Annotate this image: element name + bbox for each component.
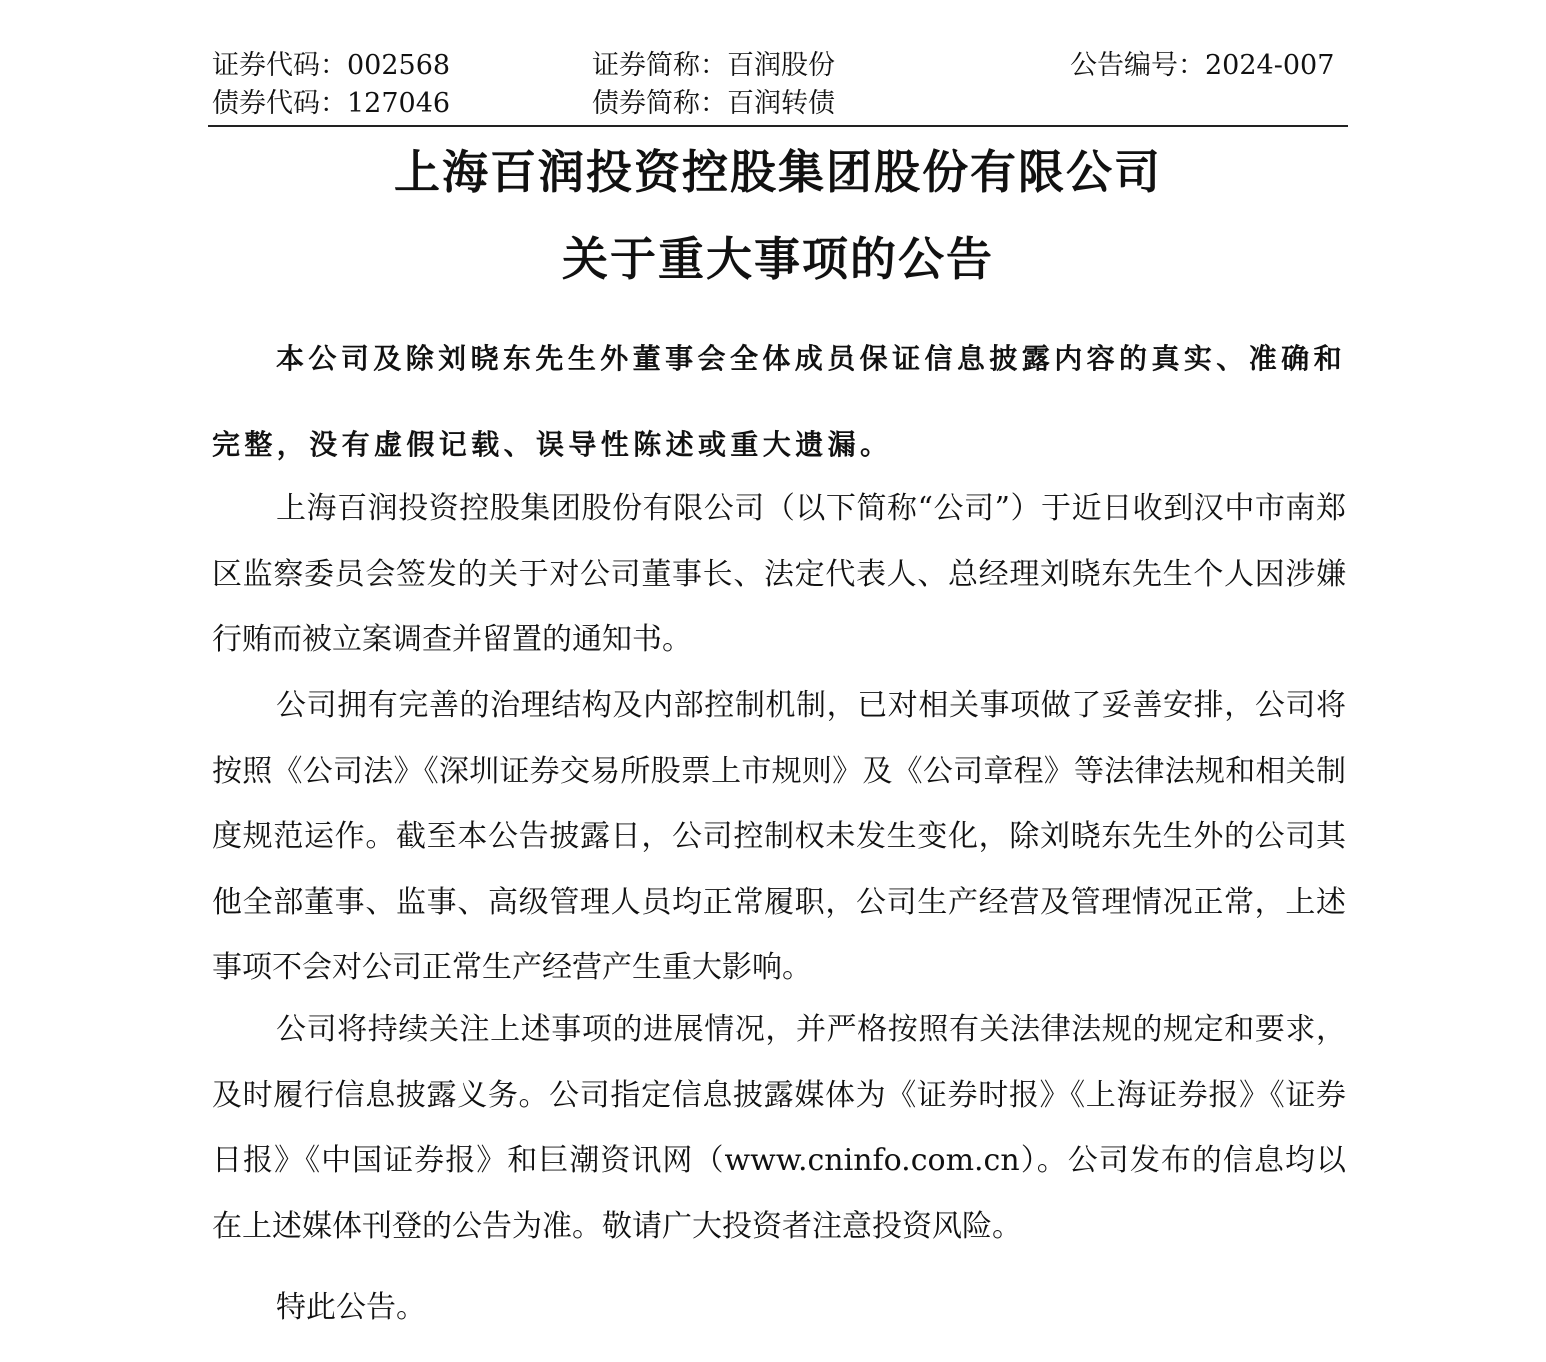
announcement-subject: 关于重大事项的公告	[562, 232, 994, 286]
paragraph-governance: 公司拥有完善的治理结构及内部控制机制，已对相关事项做了妥善安排，公司将按照《公司法》《深圳证券交易所股票上市规则》及《公司章程》等法律法规和相关制度规范运作。截至本公告披露日，公司控制权未发生变化，除刘晓东先生外的公司其他全部董事、监事、高级管理人员均正常履职，公司生产经营及管理情况正常，上述事项不会对公司正常生产经营产生重大影响。	[212, 688, 1346, 985]
paragraph-investigation-notice: 上海百润投资控股集团股份有限公司（以下简称“公司”）于近日收到汉中市南郑区监察委员会签发的关于对公司董事长、法定代表人、总经理刘晓东先生个人因涉嫌行贿而被立案调查并留置的通知书。	[212, 491, 1346, 657]
announcement-number: 公告编号：2024-007	[1070, 50, 1335, 81]
company-title: 上海百润投资控股集团股份有限公司	[394, 145, 1162, 199]
header-row-bond	[212, 86, 1342, 122]
paragraph-disclosure: 公司将持续关注上述事项的进展情况，并严格按照有关法律法规的规定和要求，及时履行信息披露义务。公司指定信息披露媒体为《证券时报》《上海证券报》《证券日报》《中国证券报》和巨潮资讯网（www.cninfo.com.cn）。公司发布的信息均以在上述媒体刊登的公告为准。敬请广大投资者注意投资风险。	[212, 1012, 1346, 1244]
header-row-stock	[212, 48, 1342, 84]
bond-abbreviation: 债券简称：百润转债	[592, 88, 835, 119]
board-statement: 本公司及除刘晓东先生外董事会全体成员保证信息披露内容的真实、准确和完整，没有虚假记载、误导性陈述或重大遗漏。	[212, 342, 1346, 461]
stock-abbreviation: 证券简称：百润股份	[592, 50, 835, 81]
header-divider	[208, 125, 1348, 127]
closing-remark: 特此公告。	[276, 1290, 426, 1325]
bond-code: 债券代码：127046	[212, 88, 451, 119]
stock-code: 证券代码：002568	[212, 50, 451, 81]
